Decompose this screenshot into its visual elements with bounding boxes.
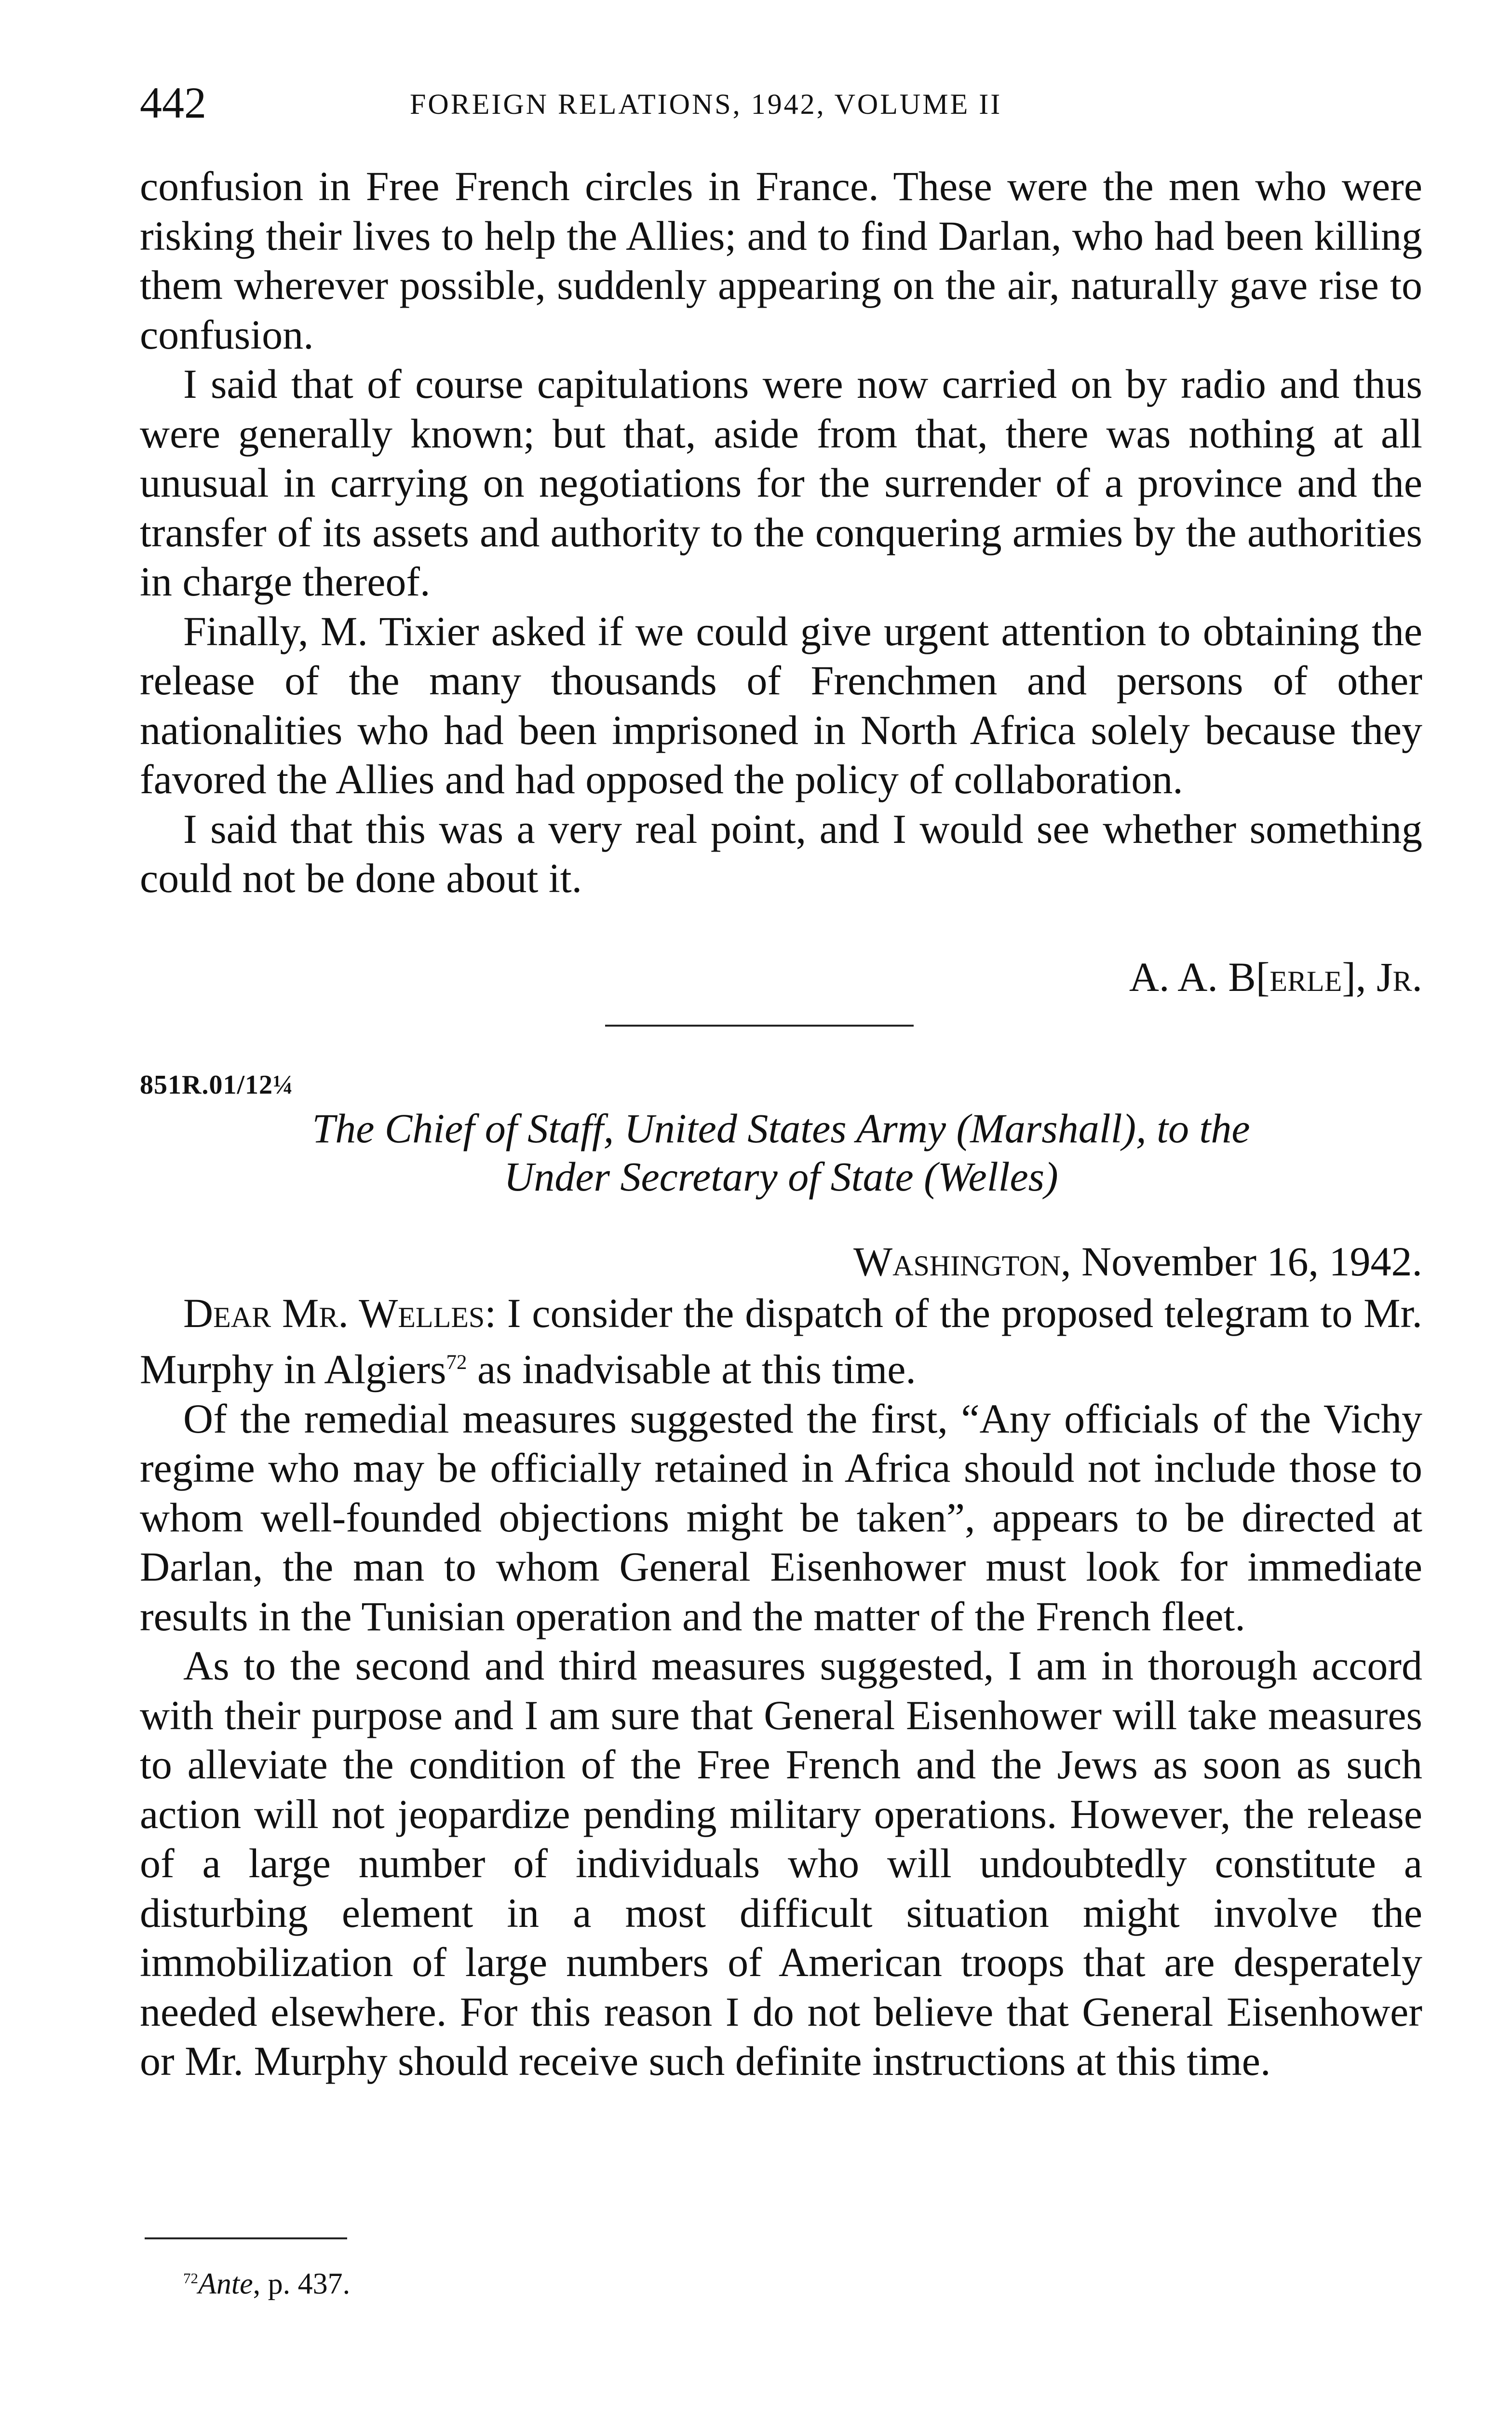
page-number: 442 [140,78,206,127]
signature-berle: A. A. B[erle], Jr. [1129,954,1422,1000]
document-title-line-2: Under Secretary of State (Welles) [504,1153,1058,1200]
section-divider [605,1025,914,1027]
paragraph-tixier-request: Finally, M. Tixier asked if we could give urgent attention to obtaining the release of the many thousands of Frenchmen and persons of other nationalities who had been imprisoned in North Africa solely because they favored the Allies and had opposed the policy of collaboration. [140,608,1422,802]
paragraph-continuation: confusion in Free French circles in France. These were the men who were risking their lives to help the Allies; and to find Darlan, who had been killing them wherever possible, suddenly appearing on the air, naturally gave rise to confusion. [140,163,1422,358]
document-title [140,1104,1422,1201]
paragraph-reply: I said that this was a very real point, and I would see whether something could not be done about it. [140,805,1422,901]
paragraph-capitulations: I said that of course capitulations were now carried on by radio and thus were generally known; but that, aside from that, there was nothing at all unusual in carrying on negotiations for the surrender of a province and the transfer of its assets and authority to the conquering armies by the authorities in charge thereof. [140,361,1422,605]
running-title: FOREIGN RELATIONS, 1942, VOLUME II [410,88,1002,120]
running-head [140,77,1422,135]
file-number: 851R.01/12¼ [140,1070,294,1100]
dateline: Washington, November 16, 1942. [853,1238,1422,1285]
document-title-line-1: The Chief of Staff, United States Army (Marshall), to the [312,1105,1250,1151]
letter-paragraph-2: Of the remedial measures suggested the first, “Any officials of the Vichy regime who may be officially retained in Africa should not include those to whom well-founded objections might be taken”, appears to be directed at Darlan, the man to whom General Eisenhower must look for immediate results in the Tunisian operation and the matter of the French fleet. [140,1395,1422,1639]
letter-paragraph-1: Dear Mr. Welles: I consider the dispatch of the proposed telegram to Mr. Murphy in Algiers$^{72}$ as inadvisable at this time. [140,1290,1422,1393]
footnote-marker: 72 [183,2270,198,2287]
footnote-reference: 72 [446,1351,467,1374]
letter-body [140,1288,1422,2086]
footnote-rule [145,2237,347,2239]
letter-paragraph-3: As to the second and third measures suggested, I am in thorough accord with their purpose and I am sure that General Eisenhower will take measures to alleviate the condition of the Free French and the Jews as soon as such action will not jeopardize pending military operations. However, the release of a large number of individuals who will undoubtedly constitute a disturbing element in a most difficult situation might involve the immobilization of large numbers of American troops that are desperately needed elsewhere. For this reason I do not believe that General Eisenhower or Mr. Murphy should receive such definite instructions at this time. [140,1642,1422,2085]
continued-text [140,162,1422,903]
footnote: $^{72}$Ante, p. 437. [183,2267,351,2301]
